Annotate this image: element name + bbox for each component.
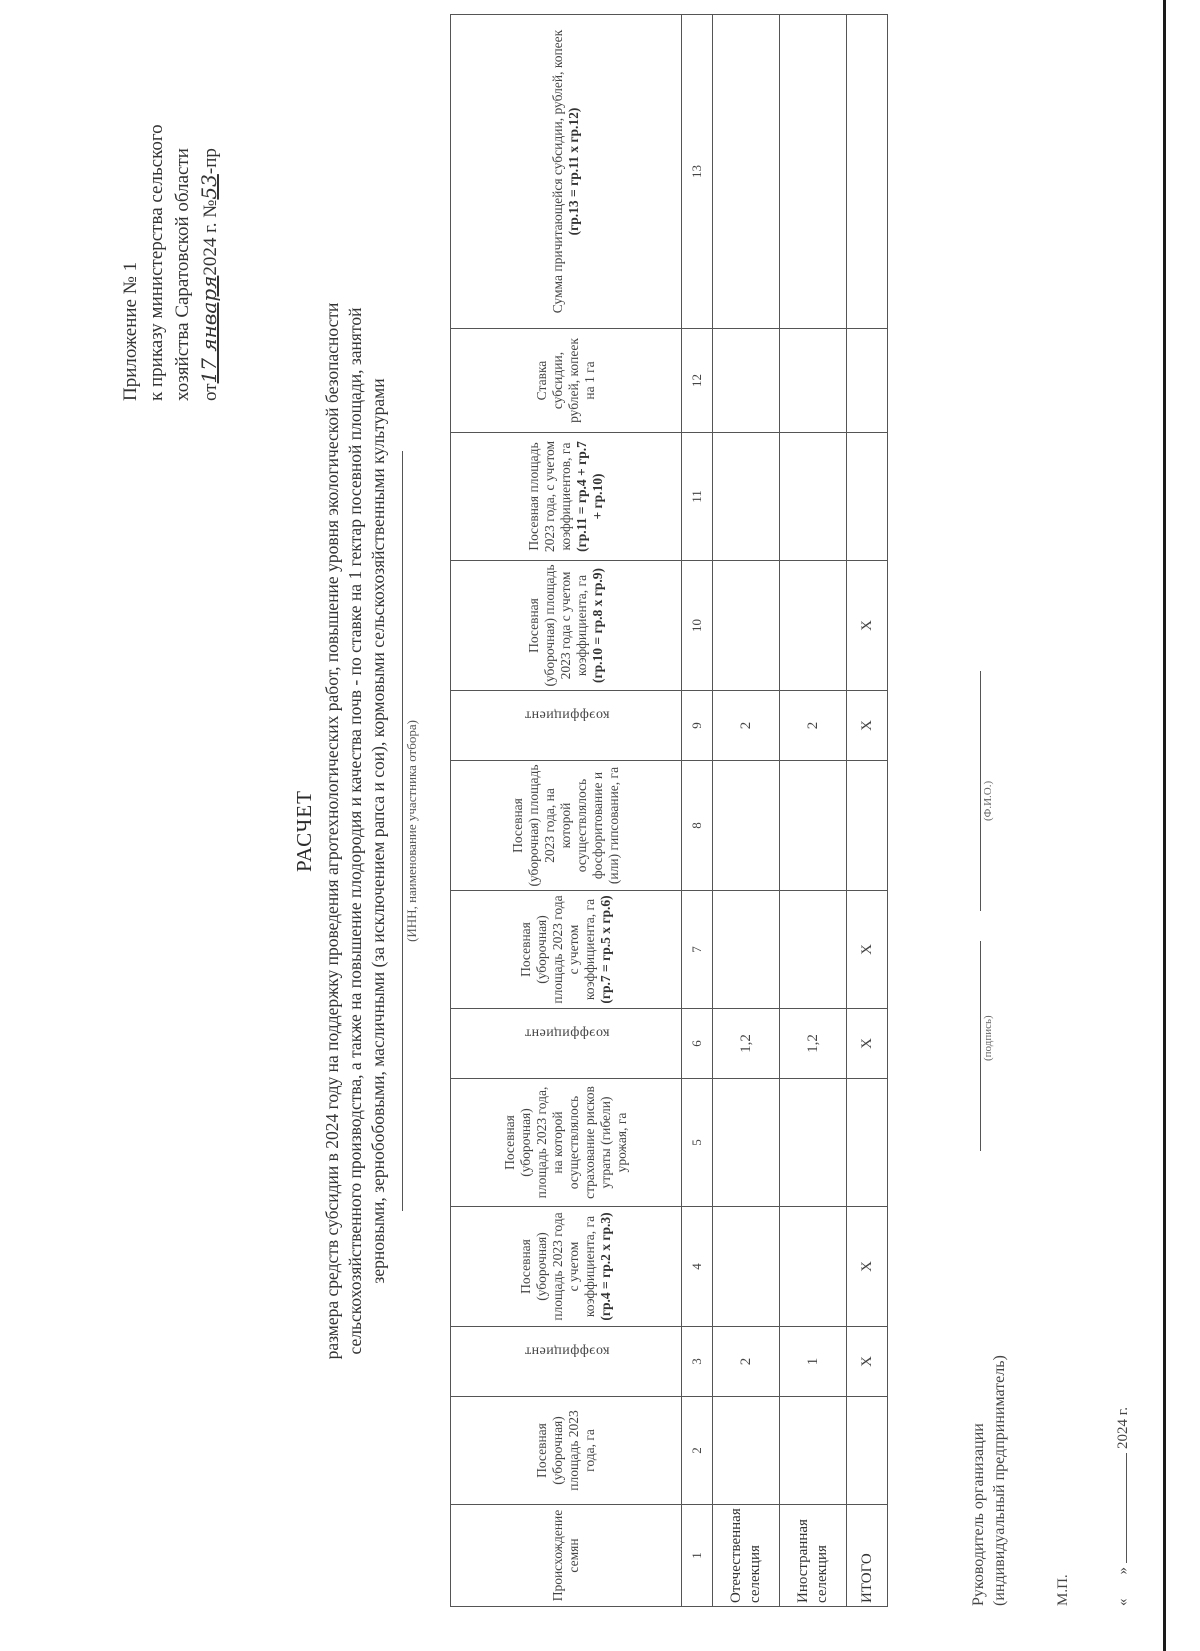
header-13-formula: (гр.13 = гр.11 х гр.12) <box>566 107 581 236</box>
table-cell <box>780 15 847 329</box>
header-phosphorite-area: Посевная (уборочная) площадь 2023 года, на которой осуществлялось фосфоритование и (или) гипсование, га <box>451 761 682 891</box>
annex-date-suffix: -пр <box>200 148 221 175</box>
stamp-place: М.П. <box>1055 1574 1071 1606</box>
table-cell <box>780 891 847 1009</box>
annex-line-2: к приказу министерства сельского <box>146 124 167 401</box>
column-number-row <box>682 15 713 1607</box>
table-cell <box>780 1397 847 1505</box>
column-number: 10 <box>682 561 713 691</box>
row-label: ИТОГО <box>847 1505 888 1607</box>
title-block <box>292 271 420 1391</box>
inn-fill-line <box>402 451 403 1211</box>
column-number: 7 <box>682 891 713 1009</box>
handwritten-order-number: 53 <box>197 174 221 200</box>
column-number: 3 <box>682 1327 713 1397</box>
inn-caption: (ИНН, наименование участника отбора) <box>404 720 419 942</box>
head-label: Руководитель организации <box>970 1423 987 1606</box>
column-number: 1 <box>682 1505 713 1607</box>
table-cell <box>780 1079 847 1207</box>
date-quote-open: « <box>1115 1598 1131 1606</box>
table-cell <box>713 329 780 433</box>
table-cell <box>847 1397 888 1505</box>
table-cell <box>713 1207 780 1327</box>
table-cell <box>847 1079 888 1207</box>
table-cell: Х <box>847 1009 888 1079</box>
header-11-formula: (гр.11 = гр.4 + гр.7 + гр.10) <box>574 441 605 552</box>
column-number: 4 <box>682 1207 713 1327</box>
table-cell <box>780 561 847 691</box>
table-cell <box>713 15 780 329</box>
header-subsidy-rate: Ставка субсидии, рублей, копеек на 1 га <box>451 329 682 433</box>
column-number: 11 <box>682 433 713 561</box>
header-area-with-coef-10 <box>451 561 682 691</box>
header-coef-9 <box>451 691 682 761</box>
table-cell: Х <box>847 561 888 691</box>
head-sublabel: (индивидуальный предприниматель) <box>991 1355 1008 1606</box>
date-line <box>1115 1407 1132 1606</box>
annex-date-mid: 2024 г. № <box>200 199 221 276</box>
table-cell <box>847 433 888 561</box>
header-area-with-coef-7 <box>451 891 682 1009</box>
column-number: 6 <box>682 1009 713 1079</box>
table-row-domestic <box>713 15 780 1607</box>
table-cell <box>713 761 780 891</box>
row-label: Отечественная селекция <box>713 1505 780 1607</box>
table-cell: Х <box>847 1207 888 1327</box>
handwritten-date: 17 января <box>197 275 221 384</box>
table-cell <box>713 1397 780 1505</box>
annex-line-4 <box>196 124 224 401</box>
annex-line-3: хозяйства Саратовской области <box>172 148 193 401</box>
header-4-formula: (гр.4 = гр.2 х гр.3) <box>598 1212 613 1321</box>
table-cell <box>847 761 888 891</box>
date-month-blank <box>1126 1453 1127 1563</box>
header-4-text: Посевная (уборочная) площадь 2023 года с учетом коэффициента, га <box>518 1212 597 1321</box>
table-cell <box>780 433 847 561</box>
column-number: 8 <box>682 761 713 891</box>
table-row-total <box>847 15 888 1607</box>
column-number: 5 <box>682 1079 713 1207</box>
signature-line <box>980 941 981 1151</box>
header-coef-3 <box>451 1327 682 1397</box>
fio-caption: (Ф.И.О.) <box>982 780 994 821</box>
table-cell <box>780 761 847 891</box>
table-cell: Х <box>847 891 888 1009</box>
table-cell <box>847 15 888 329</box>
annex-line-1: Приложение № 1 <box>120 261 141 401</box>
header-10-text: Посевная (уборочная) площадь 2023 года с учетом коэффициента, га <box>526 564 589 687</box>
table-cell <box>713 1079 780 1207</box>
header-7-formula: (гр.7 = гр.5 х гр.6) <box>598 895 613 1004</box>
column-number: 2 <box>682 1397 713 1505</box>
table-cell <box>847 329 888 433</box>
header-13-text: Сумма причитающейся субсидии, рублей, копеек <box>550 29 565 314</box>
document-title: РАСЧЕТ <box>292 790 316 872</box>
table-header-row <box>451 15 682 1607</box>
signature-caption: (подпись) <box>982 1015 994 1061</box>
date-year: 2024 г. <box>1115 1407 1131 1449</box>
row-label: Иностранная селекция <box>780 1505 847 1607</box>
table-cell <box>780 329 847 433</box>
table-cell <box>713 891 780 1009</box>
header-coef-3-label: коэффициент <box>523 1343 610 1359</box>
annex-date-prefix: от <box>200 383 221 401</box>
header-total-area-11 <box>451 433 682 561</box>
annex-block <box>118 124 224 401</box>
header-coef-9-label: коэффициент <box>523 707 610 723</box>
table-cell: Х <box>847 1327 888 1397</box>
column-number: 13 <box>682 15 713 329</box>
table-cell <box>713 433 780 561</box>
header-seed-origin: Происхождение семян <box>451 1505 682 1607</box>
head-of-organization <box>968 1355 1010 1606</box>
table-cell: Х <box>847 691 888 761</box>
header-area-2023: Посевная (уборочная) площадь 2023 года, га <box>451 1397 682 1505</box>
table-cell: 2 <box>780 691 847 761</box>
table-cell: 2 <box>713 691 780 761</box>
column-number: 9 <box>682 691 713 761</box>
table-cell: 1,2 <box>713 1009 780 1079</box>
table-cell: 1,2 <box>780 1009 847 1079</box>
table-cell <box>780 1207 847 1327</box>
header-area-with-coef-4 <box>451 1207 682 1327</box>
header-coef-6-label: коэффициент <box>523 1025 610 1041</box>
table-cell: 1 <box>780 1327 847 1397</box>
scan-edge-line <box>1163 0 1166 1651</box>
fio-line <box>980 671 981 911</box>
header-subsidy-sum <box>451 15 682 329</box>
header-insured-area: Посевная (уборочная) площадь 2023 года, на которой осуществлялось страхование рисков утраты (гибели) урожая, га <box>451 1079 682 1207</box>
date-quote-close: » <box>1115 1567 1131 1575</box>
calculation-table <box>450 14 888 1607</box>
header-11-text: Посевная площадь 2023 года, с учетом коэффициентов, га <box>526 440 573 553</box>
table-cell <box>713 561 780 691</box>
table-cell: 2 <box>713 1327 780 1397</box>
header-10-formula: (гр.10 = гр.8 х гр.9) <box>590 568 605 683</box>
header-coef-6 <box>451 1009 682 1079</box>
column-number: 12 <box>682 329 713 433</box>
document-description: размера средств субсидии в 2024 году на поддержку проведения агротехнологических работ, повышение уровня экологической безопасности сельскохозяйственного производства, а также на повышение плодородия и качества почв - по ставке на 1 гектар посевной площади, занятой зерновыми, зернобобовыми, масличными (за исключением рапса и сои), кормовыми сельскохозяйственными культурами <box>322 302 388 1360</box>
table-row-foreign <box>780 15 847 1607</box>
header-7-text: Посевная (уборочная) площадь 2023 года с учетом коэффициента, га <box>518 895 597 1004</box>
